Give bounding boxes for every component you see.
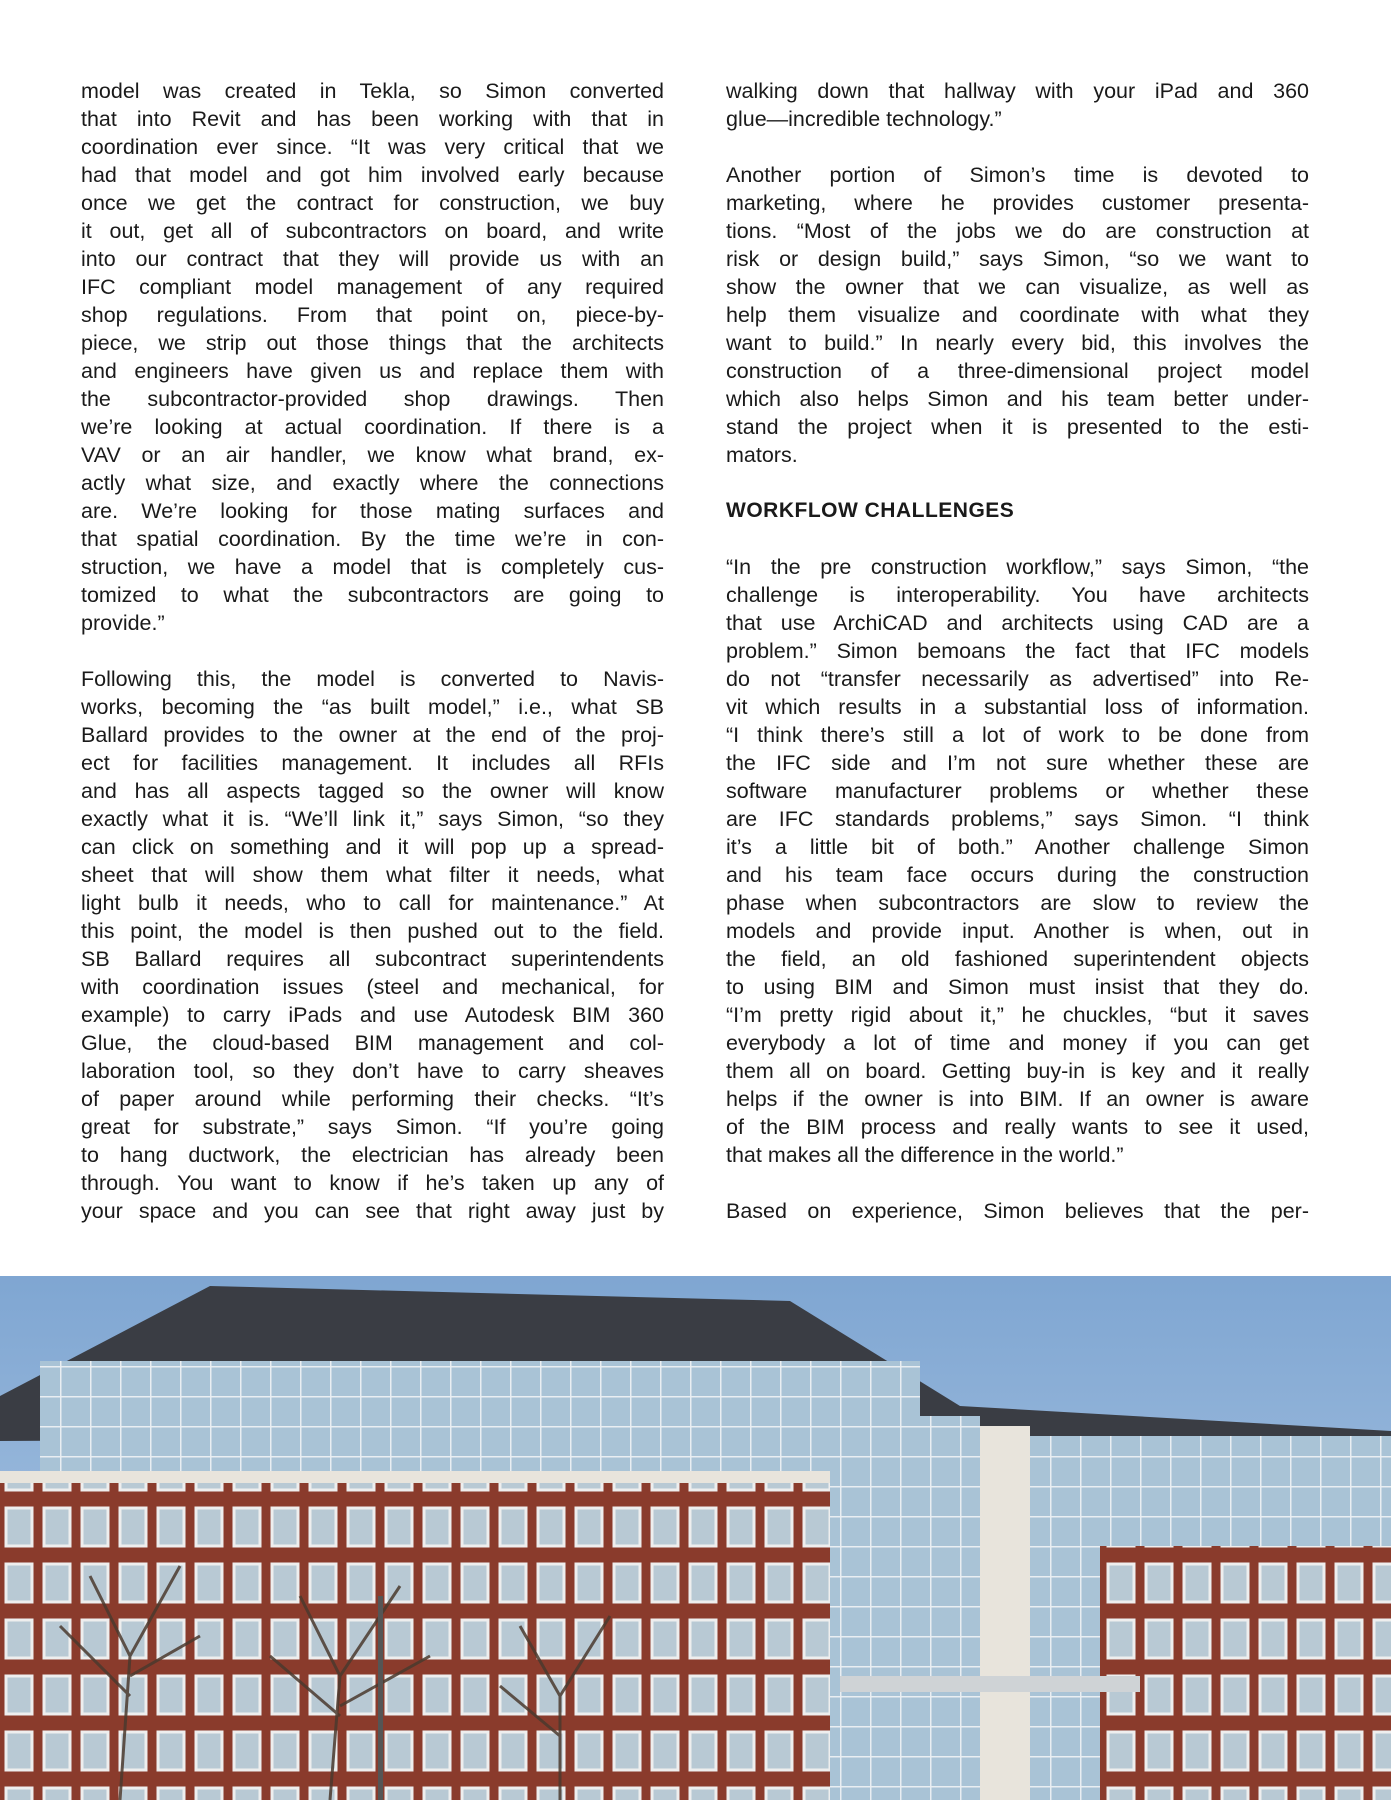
text-line: mators.: [726, 443, 798, 467]
text-line: models and provide input. Another is when, out in: [726, 919, 1309, 943]
text-line: this point, the model is then pushed out to the field.: [81, 919, 664, 943]
text-line: into our contract that they will provide us with an: [81, 247, 664, 271]
text-line: coordination ever since. “It was very critical that we: [81, 135, 664, 159]
text-line: help them visualize and coordinate with what they: [726, 303, 1309, 327]
text-line: struction, we have a model that is completely cus-: [81, 555, 664, 579]
glass-right: [1030, 1546, 1100, 1800]
text-line: phase when subcontractors are slow to review the: [726, 891, 1309, 915]
text-line: to using BIM and Simon must insist that they do.: [726, 975, 1309, 999]
text-line: can click on something and it will pop up a spread-: [81, 835, 664, 859]
text-line: construction of a three-dimensional project model: [726, 359, 1309, 383]
text-line: and his team face occurs during the construction: [726, 863, 1309, 887]
right-column: [726, 77, 1309, 1225]
text-line: we’re looking at actual coordination. If there is a: [81, 415, 664, 439]
brick-facade-right: [1100, 1546, 1391, 1800]
text-line: Ballard provides to the owner at the end of the proj-: [81, 723, 664, 747]
text-line: and engineers have given us and replace them with: [81, 359, 664, 383]
text-line: shop regulations. From that point on, piece-by-: [81, 303, 664, 327]
paragraph-gap: [726, 133, 1309, 161]
paragraph-gap: [726, 525, 1309, 553]
paragraph: [726, 77, 1309, 133]
left-column: [81, 77, 664, 1225]
text-line: the field, an old fashioned superintendent objects: [726, 947, 1309, 971]
text-line: laboration tool, so they don’t have to carry sheaves: [81, 1059, 664, 1083]
paragraph-gap: [726, 469, 1309, 497]
upper-glazing-right: [1030, 1436, 1391, 1546]
text-line: helps if the owner is into BIM. If an owner is aware: [726, 1087, 1309, 1111]
text-line: that use ArchiCAD and architects using CAD are a: [726, 611, 1309, 635]
text-line: provide.”: [81, 611, 165, 635]
text-line: the IFC side and I’m not sure whether these are: [726, 751, 1309, 775]
text-line: to hang ductwork, the electrician has already been: [81, 1143, 664, 1167]
text-line: sheet that will show them what filter it needs, what: [81, 863, 664, 887]
text-line: SB Ballard requires all subcontract superintendents: [81, 947, 664, 971]
text-line: model was created in Tekla, so Simon converted: [81, 79, 664, 103]
text-line: great for substrate,” says Simon. “If you’re going: [81, 1115, 664, 1139]
text-line: walking down that hallway with your iPad and 360: [726, 79, 1309, 103]
text-line: once we get the contract for construction, we buy: [81, 191, 664, 215]
text-line: “I think there’s still a lot of work to be done from: [726, 723, 1309, 747]
text-line: your space and you can see that right away just by: [81, 1199, 664, 1223]
paragraph: [81, 77, 664, 637]
text-line: that into Revit and has been working with that in: [81, 107, 664, 131]
entrance-canopy: [840, 1676, 1140, 1692]
text-line: works, becoming the “as built model,” i.e., what SB: [81, 695, 664, 719]
paragraph-gap: [81, 637, 664, 665]
text-line: had that model and got him involved early because: [81, 163, 664, 187]
text-line: marketing, where he provides customer presenta-: [726, 191, 1309, 215]
section-heading: WORKFLOW CHALLENGES: [726, 499, 1015, 522]
text-line: problem.” Simon bemoans the fact that IFC models: [726, 639, 1309, 663]
text-line: them all on board. Getting buy-in is key and it really: [726, 1059, 1309, 1083]
text-line: that makes all the difference in the world.”: [726, 1143, 1124, 1167]
text-line: example) to carry iPads and use Autodesk BIM 360: [81, 1003, 664, 1027]
text-line: actly what size, and exactly where the connections: [81, 471, 664, 495]
text-line: everybody a lot of time and money if you can get: [726, 1031, 1309, 1055]
text-line: are. We’re looking for those mating surfaces and: [81, 499, 664, 523]
text-line: Following this, the model is converted to Navis-: [81, 667, 664, 691]
paragraph: [81, 665, 664, 1225]
text-line: light bulb it needs, who to call for maintenance.” At: [81, 891, 664, 915]
text-line: it’s a little bit of both.” Another challenge Simon: [726, 835, 1309, 859]
building-photo: [0, 1276, 1391, 1800]
text-line: the subcontractor-provided shop drawings. Then: [81, 387, 664, 411]
paragraph-gap: [726, 1169, 1309, 1197]
text-line: piece, we strip out those things that the architects: [81, 331, 664, 355]
paragraph: [726, 553, 1309, 1169]
glass-tower: [830, 1416, 980, 1800]
text-line: “In the pre construction workflow,” says Simon, “the: [726, 555, 1309, 579]
paragraph: [726, 161, 1309, 469]
text-line: that spatial coordination. By the time we’re in con-: [81, 527, 664, 551]
text-line: VAV or an air handler, we know what brand, ex-: [81, 443, 664, 467]
text-line: show the owner that we can visualize, as well as: [726, 275, 1309, 299]
text-line: tions. “Most of the jobs we do are construction at: [726, 219, 1309, 243]
text-line: IFC compliant model management of any required: [81, 275, 664, 299]
text-line: “I’m pretty rigid about it,” he chuckles, “but it saves: [726, 1003, 1309, 1027]
text-line: glue—incredible technology.”: [726, 107, 1002, 131]
trim-band: [0, 1471, 830, 1483]
text-line: of paper around while performing their checks. “It’s: [81, 1087, 664, 1111]
text-line: it out, get all of subcontractors on board, and write: [81, 219, 664, 243]
lamp-post: [378, 1596, 383, 1800]
text-line: software manufacturer problems or whether these: [726, 779, 1309, 803]
upper-glazing: [40, 1361, 920, 1481]
text-line: risk or design build,” says Simon, “so we want to: [726, 247, 1309, 271]
text-line: with coordination issues (steel and mechanical, for: [81, 975, 664, 999]
text-line: Based on experience, Simon believes that the per-: [726, 1199, 1309, 1223]
text-line: ect for facilities management. It includes all RFIs: [81, 751, 664, 775]
text-line: exactly what it is. “We’ll link it,” says Simon, “so they: [81, 807, 664, 831]
text-line: and has all aspects tagged so the owner will know: [81, 779, 664, 803]
text-line: challenge is interoperability. You have architects: [726, 583, 1309, 607]
text-line: through. You want to know if he’s taken up any of: [81, 1171, 664, 1195]
paragraph: [726, 1197, 1309, 1225]
text-line: vit which results in a substantial loss of information.: [726, 695, 1309, 719]
white-pillar: [980, 1426, 1030, 1800]
text-line: want to build.” In nearly every bid, this involves the: [726, 331, 1309, 355]
text-line: tomized to what the subcontractors are going to: [81, 583, 664, 607]
text-line: stand the project when it is presented to the esti-: [726, 415, 1309, 439]
text-line: Glue, the cloud-based BIM management and col-: [81, 1031, 664, 1055]
text-line: which also helps Simon and his team better under-: [726, 387, 1309, 411]
text-line: do not “transfer necessarily as advertised” into Re-: [726, 667, 1309, 691]
text-line: of the BIM process and really wants to see it used,: [726, 1115, 1309, 1139]
text-line: are IFC standards problems,” says Simon. “I think: [726, 807, 1309, 831]
text-line: Another portion of Simon’s time is devoted to: [726, 163, 1309, 187]
